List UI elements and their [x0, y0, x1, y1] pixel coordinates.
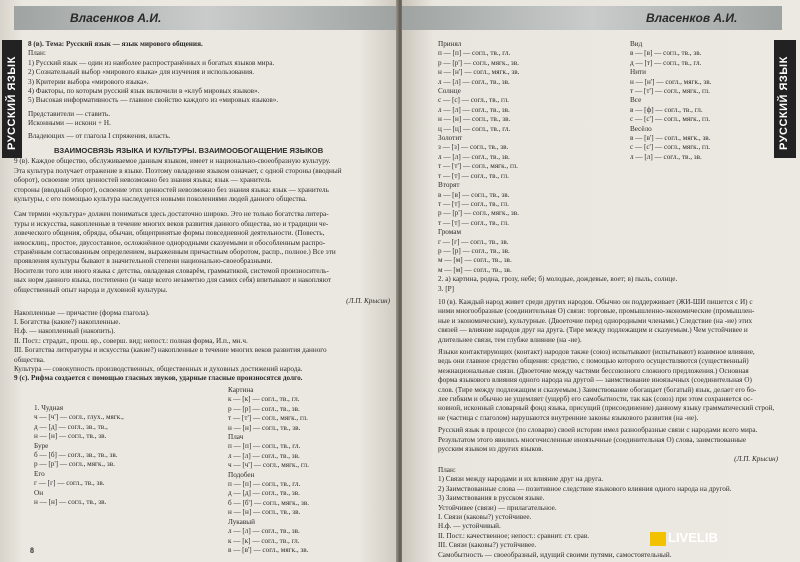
left-page-header	[14, 6, 398, 30]
task-8-title: 8 (в). Тема: Русский язык — язык мирового общения.	[28, 40, 203, 48]
phon-line: в — [ф] — согл., тв., гл.	[630, 105, 703, 114]
text-line: I. Богатства (какие?) накопленные.	[14, 317, 121, 326]
phon-line: н — [н] — согл., тв., зв.	[34, 432, 107, 441]
phon-line: л — [л] — согл., тв., зв.	[438, 77, 510, 86]
phon-line: Нити	[630, 68, 647, 77]
phon-line: Все	[630, 96, 642, 105]
phon-line: ч — [ч'] — согл., глух., мягк.,	[34, 413, 124, 422]
text-line: Н.ф. — накопленный (накопить).	[14, 327, 116, 336]
phon-line: к — [к] — согл., тв., гл.	[228, 395, 300, 404]
text-line: 9 (с). Рифма создается с помощью гласных звуков, ударные гласные произносятся долго.	[14, 374, 303, 383]
phon-line: б — [б] — согл., зв., тв., зв.	[34, 451, 118, 460]
text-line: Владеющих — от глагола I спряжения, власть.	[28, 131, 171, 140]
text-line: 1) Связи между народами и их влияние друг на друга.	[438, 475, 604, 484]
livelib-watermark	[650, 530, 718, 546]
text-line: II. Пост.: качественное; непост.: сравнит. ст. срав.	[438, 531, 590, 540]
phon-line: Вид	[630, 40, 643, 48]
phon-line: т — [т] — согл., тв., гл.	[438, 218, 509, 227]
text-line: не (частица с глаголом) нарушаются внутренние законы языкового развития (на -ие).	[438, 413, 699, 422]
text-line: ловеческого общения, обряды, обычаи, общепринятые формы повседневной деятельности. (Повесть,	[14, 229, 325, 238]
phon-line: л — [л] — согл., тв., зв.	[438, 152, 510, 161]
text-line: странённым согласованным определением, выраженным причастным оборотом, распр., полное.) Все эти	[14, 248, 336, 257]
phon-line: р — [р'] — согл., мягк., зв.	[438, 58, 519, 67]
text-line: ними многообразные (соединительная О) связи: торговые, промышленно-экономические (промышлен-	[438, 307, 755, 316]
text-line: Носители того или иного языка с детства, овладевая словарём, грамматикой, системой произноситель-	[14, 266, 329, 275]
phon-line: т — [т] — согл., тв., гл.	[438, 199, 509, 208]
phon-line: р — [р'] — согл., мягк., зв.	[438, 209, 519, 218]
text-line: I. Связи (каковы?) устойчивее.	[438, 512, 532, 521]
text-line: 3) Заимствования в русском языке.	[438, 494, 545, 503]
phon-line: Плач	[228, 433, 244, 442]
left-side-tab	[2, 40, 22, 158]
phon-line: в — [в'] — согл., мягк., зв.	[630, 134, 711, 143]
text-line: Исконными — исконн + Н.	[28, 119, 111, 128]
text-line: Языки контактирующих (контакт) народов также (союз) испытывают (испытывают) взаимное влияние,	[438, 348, 755, 357]
text-line: 2) Сознательный выбор «мирового языка» для изучения и использования.	[28, 68, 255, 77]
phon-line: п — [п] — согл., тв., гл.	[438, 49, 511, 58]
phon-line: ц — [ц] — согл., тв., гл.	[438, 124, 511, 133]
phon-line: л — [л] — согл., тв., зв.	[630, 152, 702, 161]
left-phonetics-a	[34, 404, 214, 507]
text-line: проявления культуры бывают в значительной степени национально-своеобразными.	[14, 257, 273, 266]
attribution: (Л.П. Крысин)	[346, 297, 390, 306]
phon-line: Вторят	[438, 181, 460, 190]
phon-line: Весёло	[630, 124, 652, 133]
right-side-tab-label: РУССКИЙ ЯЗЫК	[778, 56, 790, 150]
phon-line: н — [н'] — согл., мягк., зв.	[438, 68, 520, 77]
text-line: Сам термин «культура» должен пониматься здесь достаточно широко. Это не только богатства литера-	[14, 210, 329, 219]
left-page	[0, 0, 398, 562]
phon-line: з — [з] — согл., тв., зв.	[438, 143, 509, 152]
phon-line: к — [к] — согл., тв., гл.	[228, 536, 300, 545]
phon-line: Громам	[438, 228, 461, 237]
phon-line: н — [н'] — согл., мягк., зв.	[630, 77, 712, 86]
right-page	[402, 0, 800, 562]
text-line: III. Богатства литературы и искусства (какие?) накопленные в течение многих веков развития данного	[14, 346, 327, 355]
text-line: невосклиц., простое, двусоставное, осложнённое однородными сказуемыми и обособленным распро-	[14, 238, 326, 247]
phon-line: Подобен	[228, 470, 255, 479]
text-line: ных норм данного языка, постепенно (и чаще всего незаметно для самих себя) впитывают и накопляют	[14, 276, 331, 285]
text-line: новной, исконный словарный фонд языка, присущий (присоединение) данному языку грамматический строй,	[438, 404, 775, 413]
phon-line: г — [г] — согл., тв., зв.	[438, 237, 509, 246]
phon-line: т — [т] — согл., тв., гл.	[438, 171, 509, 180]
right-main-block	[438, 298, 778, 560]
text-line: межнациональные связи. (Двоеточие между частями бессоюзного сложного предложения.) Основная	[438, 366, 749, 375]
phon-line: л — [л] — согл., тв., зв.	[228, 527, 300, 536]
phon-line: с — [с'] — согл., мягк., гл.	[630, 115, 711, 124]
text-line: Накопленные — причастие (форма глагола).	[14, 308, 150, 317]
phon-line: в — [в] — согл., тв., зв.	[438, 190, 510, 199]
phon-line: л — [л] — согл., тв., зв.	[438, 105, 510, 114]
text-line: 9 (в). Каждое общество, обслуживаемое данным языком, имеет и национально-своеобразную культуру.	[14, 157, 331, 166]
text-line: 10 (в). Каждый народ живет среди других народов. Обычно он поддерживает (ЖИ-ШИ пишется с И) с	[438, 298, 753, 306]
text-line: связей — влияние народов друг на друга. (Тире между подлежащим и сказуемым.) Чем устойчивее и	[438, 326, 748, 335]
phon-line: Картина	[228, 386, 254, 394]
phon-line: Его	[34, 469, 45, 478]
phon-line: Он	[34, 488, 44, 497]
phon-line: 3. [Р]	[438, 284, 454, 293]
phon-line: т — [т'] — согл., мягк., гл.	[630, 87, 710, 96]
phon-line: Солнце	[438, 87, 461, 96]
phon-line: п — [п] — согл., тв., гл.	[228, 442, 301, 451]
text-line: лее гибким и обычно не ущемляет (ущерб) его самобытности, так как (союз) при этом сохраняется ос-	[438, 395, 753, 404]
phon-line: н — [н] — согл., тв., зв.	[228, 423, 301, 432]
text-line: План:	[438, 465, 456, 474]
text-line: Устойчивее (связи) — прилагательное.	[438, 503, 557, 512]
text-line: Результатом этого явились многочисленные иноязычные (соединительная О) слова, заимствованные	[438, 435, 747, 444]
text-line: Самобытность — своеобразный, идущий своими путями, самостоятельный.	[438, 550, 672, 559]
phon-line: д — [д] — согл., тв., зв.	[228, 489, 300, 498]
phon-line: в — [в'] — согл., мягк., зв.	[228, 545, 309, 554]
section-title: ВЗАИМОСВЯЗЬ ЯЗЫКА И КУЛЬТУРЫ. ВЗАИМООБОГАЩЕНИЕ ЯЗЫКОВ	[54, 146, 324, 155]
text-line: II. Пост.: страдат., прош. вр., соверш. вид; непост.: полная форма, И.п., мн.ч.	[14, 336, 248, 345]
phon-line: р — [р] — согл., тв., зв.	[438, 246, 510, 255]
text-line: Русский язык в процессе (по словарю) своей истории имел разнообразные связи с народами всего мира.	[438, 426, 758, 435]
phon-line: г — [г] — согл., тв., зв.	[34, 479, 105, 488]
phon-line: т — [т'] — согл., мягк., гл.	[438, 162, 518, 171]
left-phonetics-b	[228, 386, 388, 555]
phon-line: м — [м] — согл., тв., зв.	[438, 256, 512, 265]
text-line: План:	[28, 49, 46, 58]
text-line: туры и искусства, накопленные в течение многих веков развития данного общества, но и традиции че-	[14, 219, 329, 228]
text-line: культуры, с его помощью культура наследуется новыми поколениями людей данного общества.	[14, 195, 307, 204]
text-line: слов. (Тире между подлежащим и сказуемым.) Заимствование обогащает (богатый) язык, делает его бо-	[438, 385, 757, 394]
text-line: 2) Заимствованные слова — позитивное следствие языкового влияния одного народа на другой.	[438, 484, 732, 493]
livelib-logo-icon	[650, 532, 666, 546]
phon-line: л — [л] — согл., тв., зв.	[228, 451, 300, 460]
phon-line: б — [б'] — согл., мягк., зв.	[228, 498, 310, 507]
text-line: 3) Критерии выбора «мирового языка».	[28, 77, 149, 86]
phon-line: т — [т'] — согл., мягк., гл.	[228, 414, 308, 423]
right-author: Власенков А.И.	[646, 11, 738, 25]
phon-line: п — [п] — согл., тв., гл.	[228, 480, 301, 489]
text-line: Представители — ставить.	[28, 109, 110, 118]
text-line: форма языкового влияния одного народа на другой — заимствование иноязычных (соединительная О)	[438, 376, 752, 385]
text-line: стороны (вводный оборот), освоение этих ценностей невозможно без знания языка: язык — хранитель	[14, 185, 329, 194]
phon-line: д — [т] — согл., тв., гл.	[630, 58, 702, 67]
text-line: Н.ф. — устойчивый.	[438, 522, 501, 531]
left-author: Власенков А.И.	[70, 11, 162, 25]
phon-line: Принял	[438, 40, 462, 48]
text-line: длительнее связи, тем глубже влияние (на -ие).	[438, 335, 582, 344]
text-line: Эта культура получает отражение в языке. Поэтому овладение языком означает, с одной стороны (вводный	[14, 166, 342, 175]
right-page-header	[402, 6, 782, 30]
phon-line: Золотит	[438, 134, 463, 143]
right-phonetics-b	[630, 40, 770, 162]
text-line: 4) Факторы, по которым русский язык включили в «клуб мировых языков».	[28, 87, 260, 96]
text-line: ные и экономические), культурные. (Двоеточие перед однородными членами.) Следствие (на -ие) этих	[438, 316, 753, 325]
phon-line: р — [р'] — согл., мягк., зв.	[34, 460, 115, 469]
left-side-tab-label: РУССКИЙ ЯЗЫК	[6, 56, 18, 150]
text-line: 1) Русский язык — один из наиболее распространённых и богатых языков мира.	[28, 58, 275, 67]
left-main-block	[14, 146, 390, 384]
phon-line: Лукавый	[228, 517, 255, 526]
text-line: III. Связи (каковы?) устойчивее.	[438, 541, 537, 550]
phon-line: с — [с] — согл., тв., гл.	[438, 96, 509, 105]
attribution: (Л.П. Крысин)	[734, 454, 778, 463]
text-line: 5) Высокая информативность — главное свойство каждого из «мировых языков».	[28, 96, 279, 105]
phon-line: н — [н] — согл., тв., зв.	[228, 508, 301, 517]
phon-line: д — [д] — согл., зв., тв.,	[34, 422, 108, 431]
text-line: ведь они главное средство общения: средство, с помощью которого осуществляются (существенный)	[438, 357, 749, 366]
phon-line: с — [с'] — согл., мягк., гл.	[630, 143, 711, 152]
watermark-text: LIVELIB	[668, 530, 718, 545]
left-top-block	[28, 40, 388, 141]
text-line: оборот), освоение этих ценностей невозможно без знания языка; язык — хранитель	[14, 176, 271, 185]
right-side-tab	[774, 40, 796, 158]
text-line: Культура — совокупность производственных, общественных и духовных достижений народа.	[14, 364, 303, 373]
phon-line: н — [н] — согл., тв., зв.	[438, 115, 511, 124]
phon-line: н — [н] — согл., тв., зв.	[34, 498, 107, 507]
phon-line: ч — [ч'] — согл., мягк., гл.	[228, 461, 309, 470]
phon-line: Буре	[34, 441, 49, 450]
text-line: общества.	[14, 355, 45, 364]
phon-line: 2. а) картина, родна, грозу, небе; б) молодые, дождевые, воет; в) пыль, солнце.	[438, 275, 678, 284]
text-line: русским языком из других языков.	[438, 445, 544, 454]
phon-line: в — [в] — согл., тв., зв.	[630, 49, 702, 58]
phon-line: 1. Чудная	[34, 404, 63, 412]
phon-line: р — [р] — согл., тв., зв.	[228, 404, 300, 413]
left-page-number: 8	[30, 546, 34, 555]
phon-line: м — [м] — согл., тв., зв.	[438, 265, 512, 274]
text-line: общественный опыт народа и духовной культуры.	[14, 285, 168, 294]
